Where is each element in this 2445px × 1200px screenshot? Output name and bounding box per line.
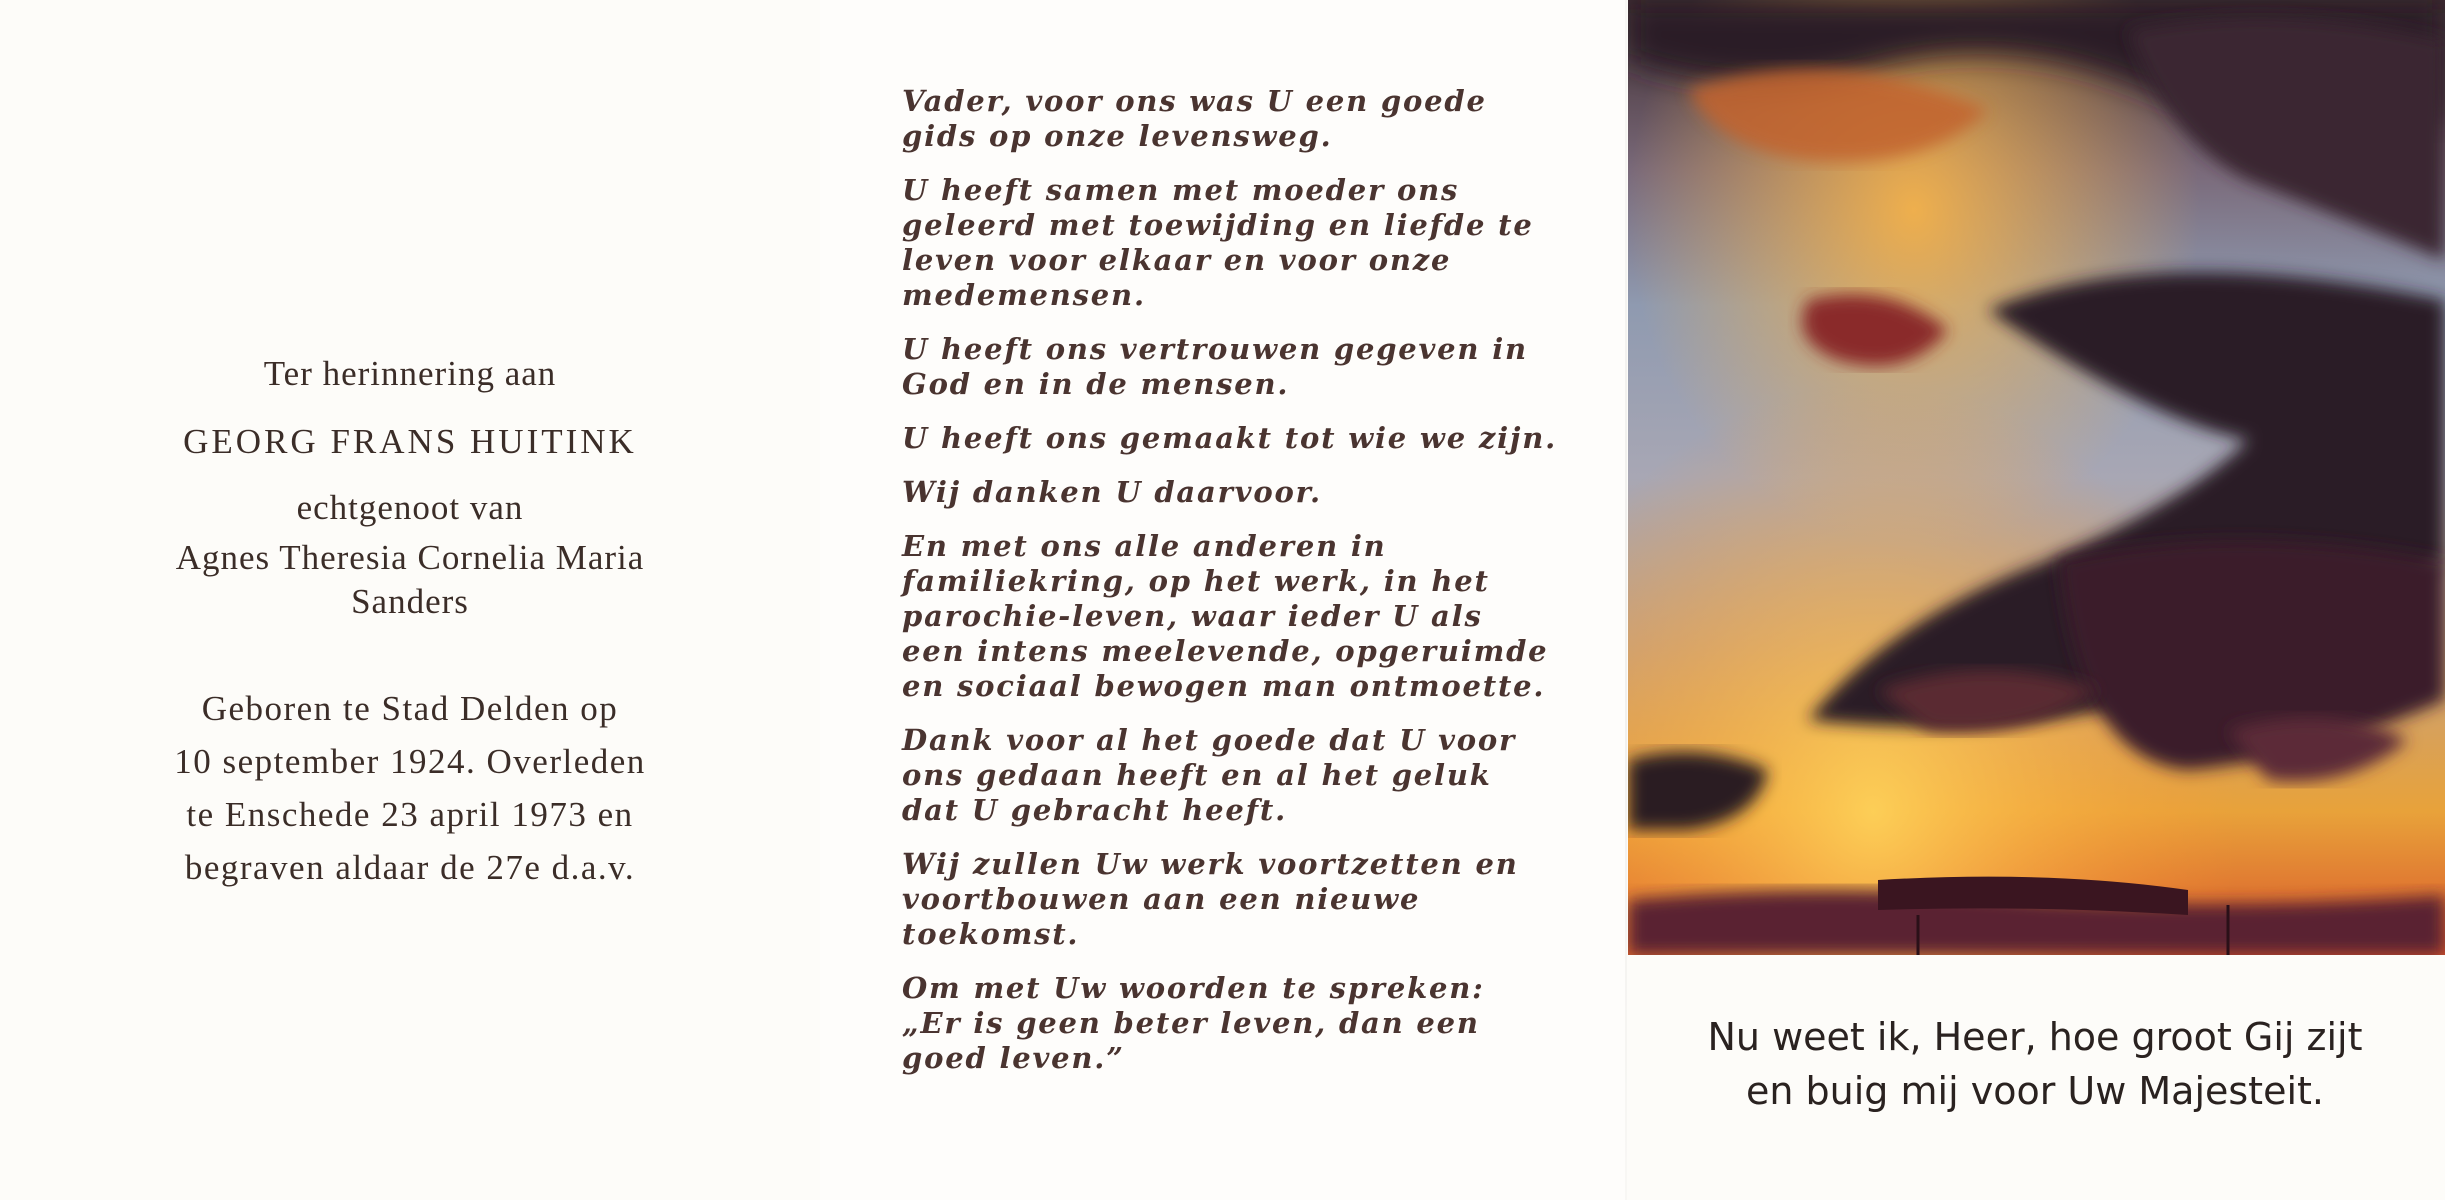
poem-line: medemensen. <box>902 278 1146 312</box>
card-panel-memorial <box>0 0 820 1200</box>
poem-line: U heeft ons vertrouwen gegeven in <box>902 332 1528 366</box>
poem-line: en sociaal bewogen man ontmoette. <box>902 669 1546 703</box>
caption-line: en buig mij voor Uw Majesteit. <box>1746 1069 2324 1113</box>
poem-stanza <box>902 421 1602 456</box>
spouse-name-line: Sanders <box>351 582 469 621</box>
poem-stanza <box>902 971 1602 1076</box>
poem-line: Wij danken U daarvoor. <box>902 475 1322 509</box>
prayer-caption <box>1625 1010 2445 1118</box>
poem-line: goed leven.” <box>902 1041 1125 1075</box>
poem-line: Vader, voor ons was U een goede <box>902 84 1487 118</box>
poem-line: voortbouwen aan een nieuwe <box>902 882 1421 916</box>
poem-line: Om met Uw woorden te spreken: <box>902 971 1485 1005</box>
poem-line: familiekring, op het werk, in het <box>902 564 1490 598</box>
poem-line: God en in de mensen. <box>902 367 1290 401</box>
poem-line: „Er is geen beter leven, dan een <box>902 1006 1480 1040</box>
spouse-name <box>60 536 760 624</box>
poem-line: Dank voor al het goede dat U voor <box>902 723 1517 757</box>
poem-line: gids op onze levensweg. <box>902 119 1333 153</box>
poem-line: U heeft ons gemaakt tot wie we zijn. <box>902 421 1557 455</box>
poem-line: leven voor elkaar en voor onze <box>902 243 1452 277</box>
caption-line: Nu weet ik, Heer, hoe groot Gij zijt <box>1707 1015 2363 1059</box>
poem-stanza <box>902 723 1602 828</box>
deceased-name: GEORG FRANS HUITINK <box>183 422 637 461</box>
poem-line: Wij zullen Uw werk voortzetten en <box>902 847 1519 881</box>
poem-line: toekomst. <box>902 917 1080 951</box>
bio-line: 10 september 1924. Overleden <box>174 742 646 781</box>
birth-death-details <box>60 682 760 894</box>
poem-stanza <box>902 847 1602 952</box>
poem-line: ons gedaan heeft en al het geluk <box>902 758 1492 792</box>
poem <box>902 84 1602 1095</box>
poem-line: geleerd met toewijding en liefde te <box>902 208 1534 242</box>
poem-stanza <box>902 529 1602 704</box>
poem-line: En met ons alle anderen in <box>902 529 1387 563</box>
bio-line: te Enschede 23 april 1973 en <box>186 795 634 834</box>
bio-line: Geboren te Stad Delden op <box>201 689 619 728</box>
card-panel-poem <box>820 0 1625 1200</box>
poem-line: parochie-leven, waar ieder U als <box>902 599 1483 633</box>
sunset-sky-image <box>1628 0 2445 955</box>
memorial-intro: Ter herinnering aan <box>263 354 557 393</box>
memorial-text <box>60 352 760 894</box>
poem-line: U heeft samen met moeder ons <box>902 173 1460 207</box>
poem-stanza <box>902 475 1602 510</box>
poem-stanza <box>902 332 1602 402</box>
poem-line: dat U gebracht heeft. <box>902 793 1288 827</box>
bio-line: begraven aldaar de 27e d.a.v. <box>184 848 636 887</box>
card-panel-picture <box>1625 0 2445 1200</box>
poem-stanza <box>902 173 1602 313</box>
poem-stanza <box>902 84 1602 154</box>
spouse-name-line: Agnes Theresia Cornelia Maria <box>175 538 645 577</box>
poem-line: een intens meelevende, opgeruimde <box>902 634 1549 668</box>
spouse-label: echtgenoot van <box>296 488 524 527</box>
